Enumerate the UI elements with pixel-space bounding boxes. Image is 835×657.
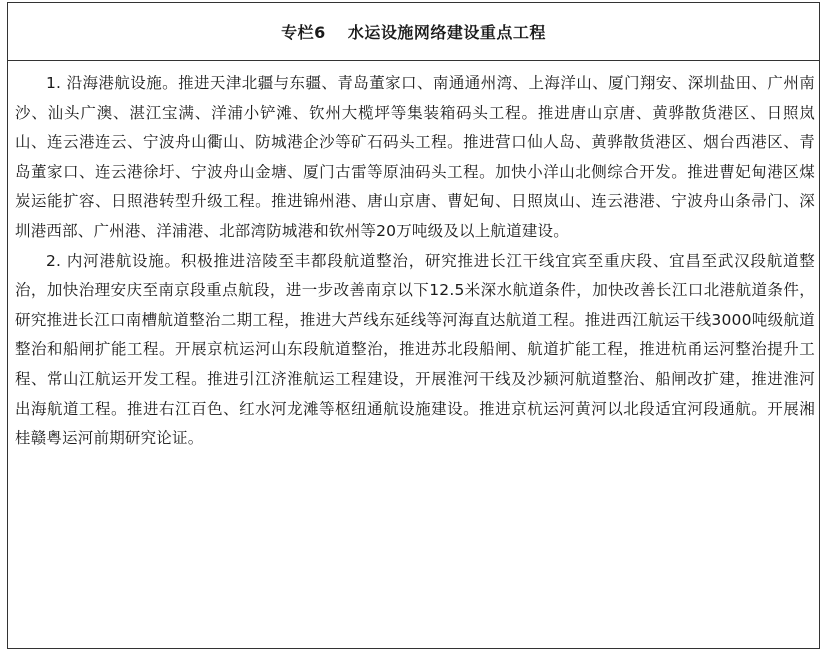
title-text: 水运设施网络建设重点工程: [347, 23, 546, 42]
paragraph-inland: [15, 247, 815, 454]
paragraph-coastal: [15, 69, 815, 247]
paragraph-lead: 沿海港航设施。: [66, 74, 179, 92]
paragraph-number: 1.: [46, 74, 62, 92]
paragraph-lead: 内河港航设施。: [66, 251, 181, 270]
title-prefix: 专栏6: [281, 23, 326, 42]
feature-box-header: [8, 3, 819, 61]
feature-box-content: [15, 69, 815, 454]
feature-box-title: [281, 20, 546, 43]
paragraph-body: 积极推进涪陵至丰都段航道整治，研究推进长江干线宜宾至重庆段、宜昌至武汉段航道整治，加快治理安庆至南京段重点航段，进一步改善南京以下12.5米深水航道条件，加快改善长江口北港航道条件，研究推进长江口南槽航道整治二期工程，推进大芦线东延线等河海直达航道工程。推进西江航运干线3000吨级航道整治和船闸扩能工程。开展京杭运河山东段航道整治，推进苏北段船闸、航道扩能工程，推进杭甬运河整治提升工程、常山江航运开发工程。推进引江济淮航运工程建设，开展淮河干线及沙颍河航道整治、船闸改扩建，推进淮河出海航道工程。推进右江百色、红水河龙滩等枢纽通航设施建设。推进京杭运河黄河以北段适宜河段通航。开展湘桂赣粤运河前期研究论证。: [15, 251, 815, 448]
paragraph-number: 2.: [46, 251, 62, 270]
paragraph-body: 推进天津北疆与东疆、青岛董家口、南通通州湾、上海洋山、厦门翔安、深圳盐田、广州南沙、汕头广澳、湛江宝满、洋浦小铲滩、钦州大榄坪等集装箱码头工程。推进唐山京唐、黄骅散货港区、日照岚山、连云港连云、宁波舟山衢山、防城港企沙等矿石码头工程。推进营口仙人岛、黄骅散货港区、烟台西港区、青岛董家口、连云港徐圩、宁波舟山金塘、厦门古雷等原油码头工程。加快小洋山北侧综合开发。推进曹妃甸港区煤炭运能扩容、日照港转型升级工程。推进锦州港、唐山京唐、曹妃甸、日照岚山、连云港港、宁波舟山条帚门、深圳港西部、广州港、洋浦港、北部湾防城港和钦州等20万吨级及以上航道建设。: [15, 74, 815, 240]
feature-box: [7, 2, 820, 649]
